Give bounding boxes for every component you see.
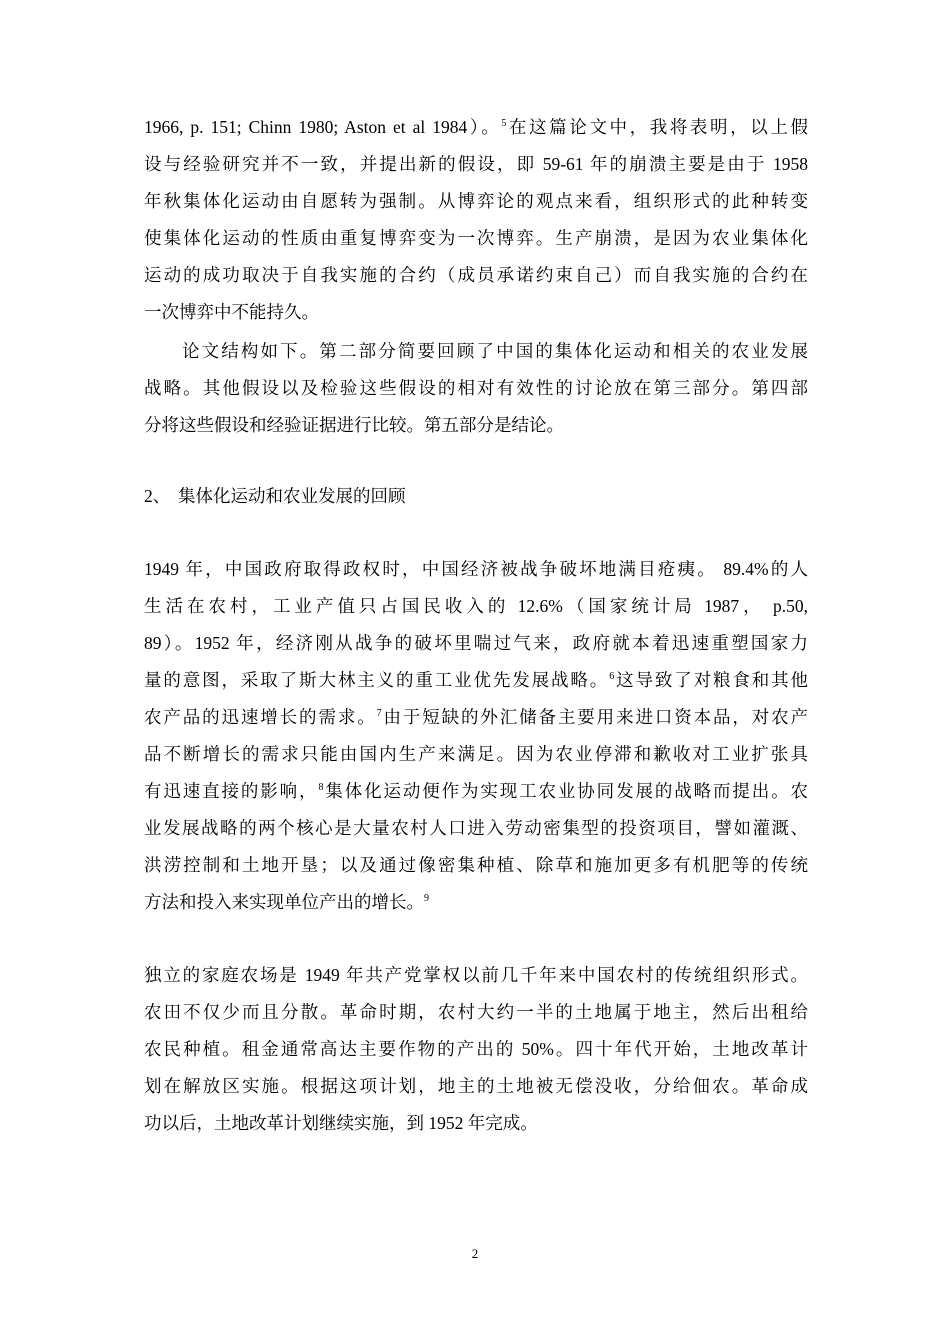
section-number: 2、: [144, 486, 171, 506]
footnote-ref[interactable]: 6: [609, 671, 615, 682]
text-line: 品不断增长的需求只能由国内生产来满足。因为农业停滞和歉收对工业扩张具: [144, 744, 808, 764]
text-line: 业发展战略的两个核心是大量农村人口进入劳动密集型的投资项目，譬如灌溉、: [144, 818, 808, 838]
footnote-ref[interactable]: 5: [501, 118, 507, 129]
page-number: 2: [471, 1246, 479, 1261]
text-line: 使集体化运动的性质由重复博弈变为一次博弈。生产崩溃，是因为农业集体化: [144, 228, 808, 248]
text-line: 1949 年，中国政府取得政权时，中国经济被战争破坏地满目疮痍。 89.4%的人: [144, 559, 808, 579]
text-line: 功以后，土地改革计划继续实施，到 1952 年完成。: [144, 1113, 538, 1133]
text-line: 生活在农村，工业产值只占国民收入的 12.6%（国家统计局 1987， p.50,: [144, 596, 808, 616]
text-line: 设与经验研究并不一致，并提出新的假设，即 59-61 年的崩溃主要是由于 1958: [144, 154, 808, 174]
section-heading: [144, 478, 406, 515]
text-line: 洪涝控制和土地开垦；以及通过像密集种植、除草和施加更多有机肥等的传统: [144, 855, 808, 875]
text-line: 战略。其他假设以及检验这些假设的相对有效性的讨论放在第三部分。第四部: [144, 378, 808, 398]
text-line: 89）。1952 年，经济刚从战争的破坏里喘过气来，政府就本着迅速重塑国家力: [144, 633, 808, 653]
text-line: 运动的成功取决于自我实施的合约（成员承诺约束自己）而自我实施的合约在: [144, 265, 808, 285]
text-line: 论文结构如下。第二部分简要回顾了中国的集体化运动和相关的农业发展: [182, 341, 808, 361]
text-line: 农民种植。租金通常高达主要作物的产出的 50%。四十年代开始，土地改革计: [144, 1039, 808, 1059]
text-line: 有迅速直接的影响，$^8$集体化运动便作为实现工农业协同发展的战略而提出。农: [144, 781, 809, 801]
text-line: 划在解放区实施。根据这项计划，地主的土地被无偿没收，分给佃农。革命成: [144, 1076, 808, 1096]
text-line: 分将这些假设和经验证据进行比较。第五部分是结论。: [144, 415, 564, 435]
footnote-ref[interactable]: 9: [424, 893, 429, 904]
footnote-ref[interactable]: 7: [376, 708, 382, 719]
text-line: 农田不仅少而且分散。革命时期，农村大约一半的土地属于地主，然后出租给: [144, 1002, 808, 1022]
footnote-ref[interactable]: 8: [318, 782, 324, 793]
text-line: 量的意图，采取了斯大林主义的重工业优先发展战略。$^6$这导致了对粮食和其他: [144, 670, 809, 690]
section-title: 集体化运动和农业发展的回顾: [178, 486, 406, 506]
text-line: 1966, p. 151; Chinn 1980; Aston et al 1984）。$^5$在这篇论文中，我将表明，以上假: [144, 117, 808, 137]
text-line: 一次博弈中不能持久。: [144, 302, 319, 322]
text-line: 农产品的迅速增长的需求。$^7$由于短缺的外汇储备主要用来进口资本品，对农产: [144, 707, 809, 727]
text-line: 年秋集体化运动由自愿转为强制。从博弈论的观点来看，组织形式的此种转变: [144, 191, 808, 211]
text-line: 独立的家庭农场是 1949 年共产党掌权以前几千年来中国农村的传统组织形式。: [144, 965, 808, 985]
text-line: 方法和投入来实现单位产出的增长。$^9$: [144, 892, 429, 912]
